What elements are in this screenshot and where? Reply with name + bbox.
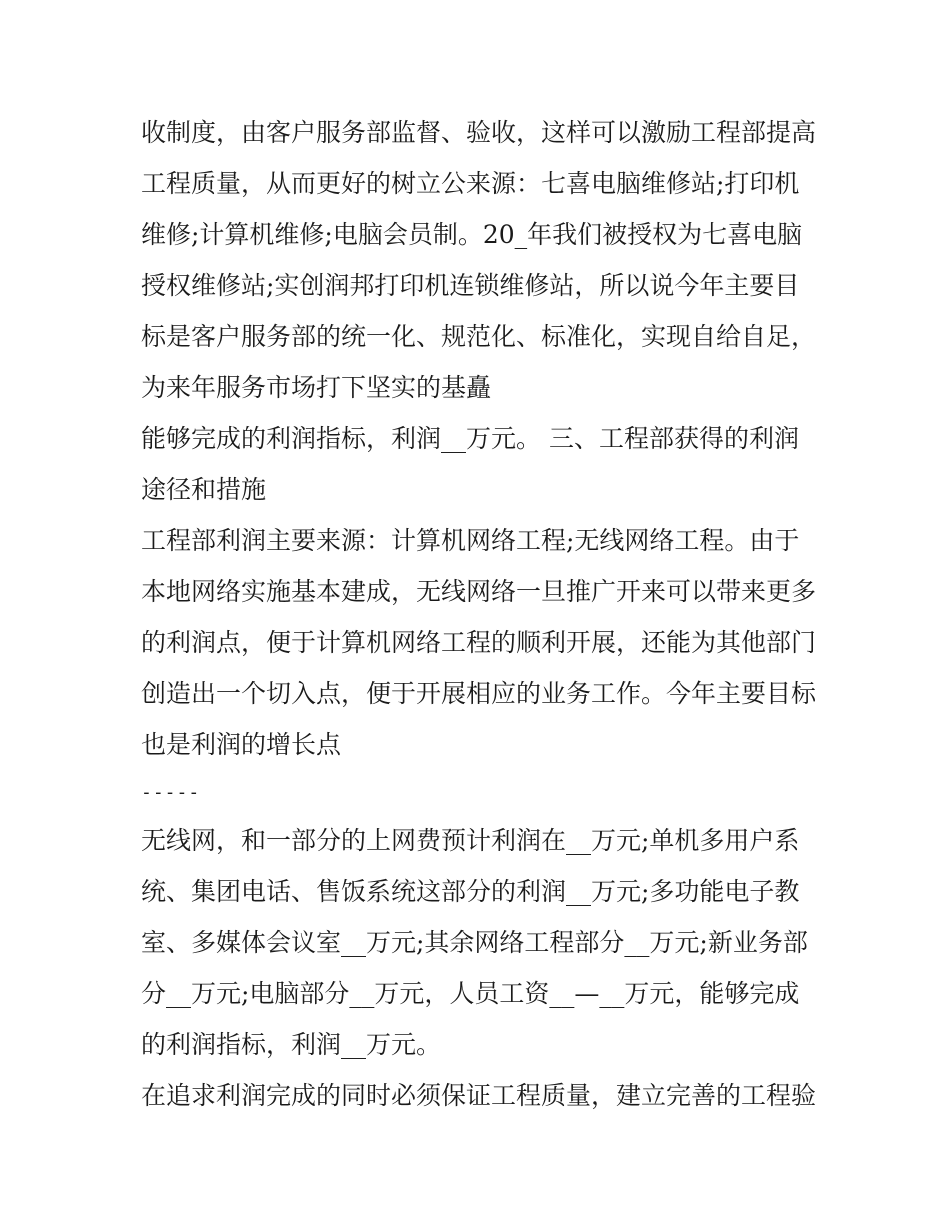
text-line: 为来年服务市场打下坚实的基矗	[141, 373, 492, 402]
text-line: 也是利润的增长点	[141, 730, 342, 759]
text-line: 的利润点，便于计算机网络工程的顺利开展，还能为其他部门	[141, 628, 817, 657]
text-line: 无线网，和一部分的上网费预计利润在__万元;单机多用户系	[141, 826, 800, 855]
text-line: 的利润指标，利润__万元。	[141, 1030, 442, 1059]
text-line: 在追求利润完成的同时必须保证工程质量，建立完善的工程验	[141, 1081, 817, 1110]
body-text	[141, 107, 831, 1121]
text-line: 分__万元;电脑部分__万元，人员工资__—__万元，能够完成	[141, 979, 800, 1008]
text-line: 统、集团电话、售饭系统这部分的利润__万元;多功能电子教	[141, 877, 800, 906]
text-line: 工程部利润主要来源：计算机网络工程;无线网络工程。由于	[141, 526, 800, 555]
text-line: 途径和措施	[141, 475, 267, 504]
text-line: 室、多媒体会议室__万元;其余网络工程部分__万元;新业务部	[141, 928, 808, 957]
text-line: 标是客户服务部的统一化、规范化、标准化，实现自给自足，	[141, 322, 817, 351]
separator-line: -----	[141, 782, 201, 803]
text-line: 工程质量，从而更好的树立公来源：七喜电脑维修站;打印机	[141, 169, 800, 198]
text-line: 授权维修站;实创润邦打印机连锁维修站，所以说今年主要目	[141, 271, 800, 300]
text-line: 能够完成的利润指标，利润__万元。 三、工程部获得的利润	[141, 424, 799, 453]
text-line: 收制度，由客户服务部监督、验收，这样可以激励工程部提高	[141, 118, 817, 147]
text-line: 本地网络实施基本建成，无线网络一旦推广开来可以带来更多	[141, 577, 817, 606]
text-line: 维修;计算机维修;电脑会员制。20_年我们被授权为七喜电脑	[141, 220, 803, 249]
text-line: 创造出一个切入点，便于开展相应的业务工作。今年主要目标	[141, 679, 817, 708]
